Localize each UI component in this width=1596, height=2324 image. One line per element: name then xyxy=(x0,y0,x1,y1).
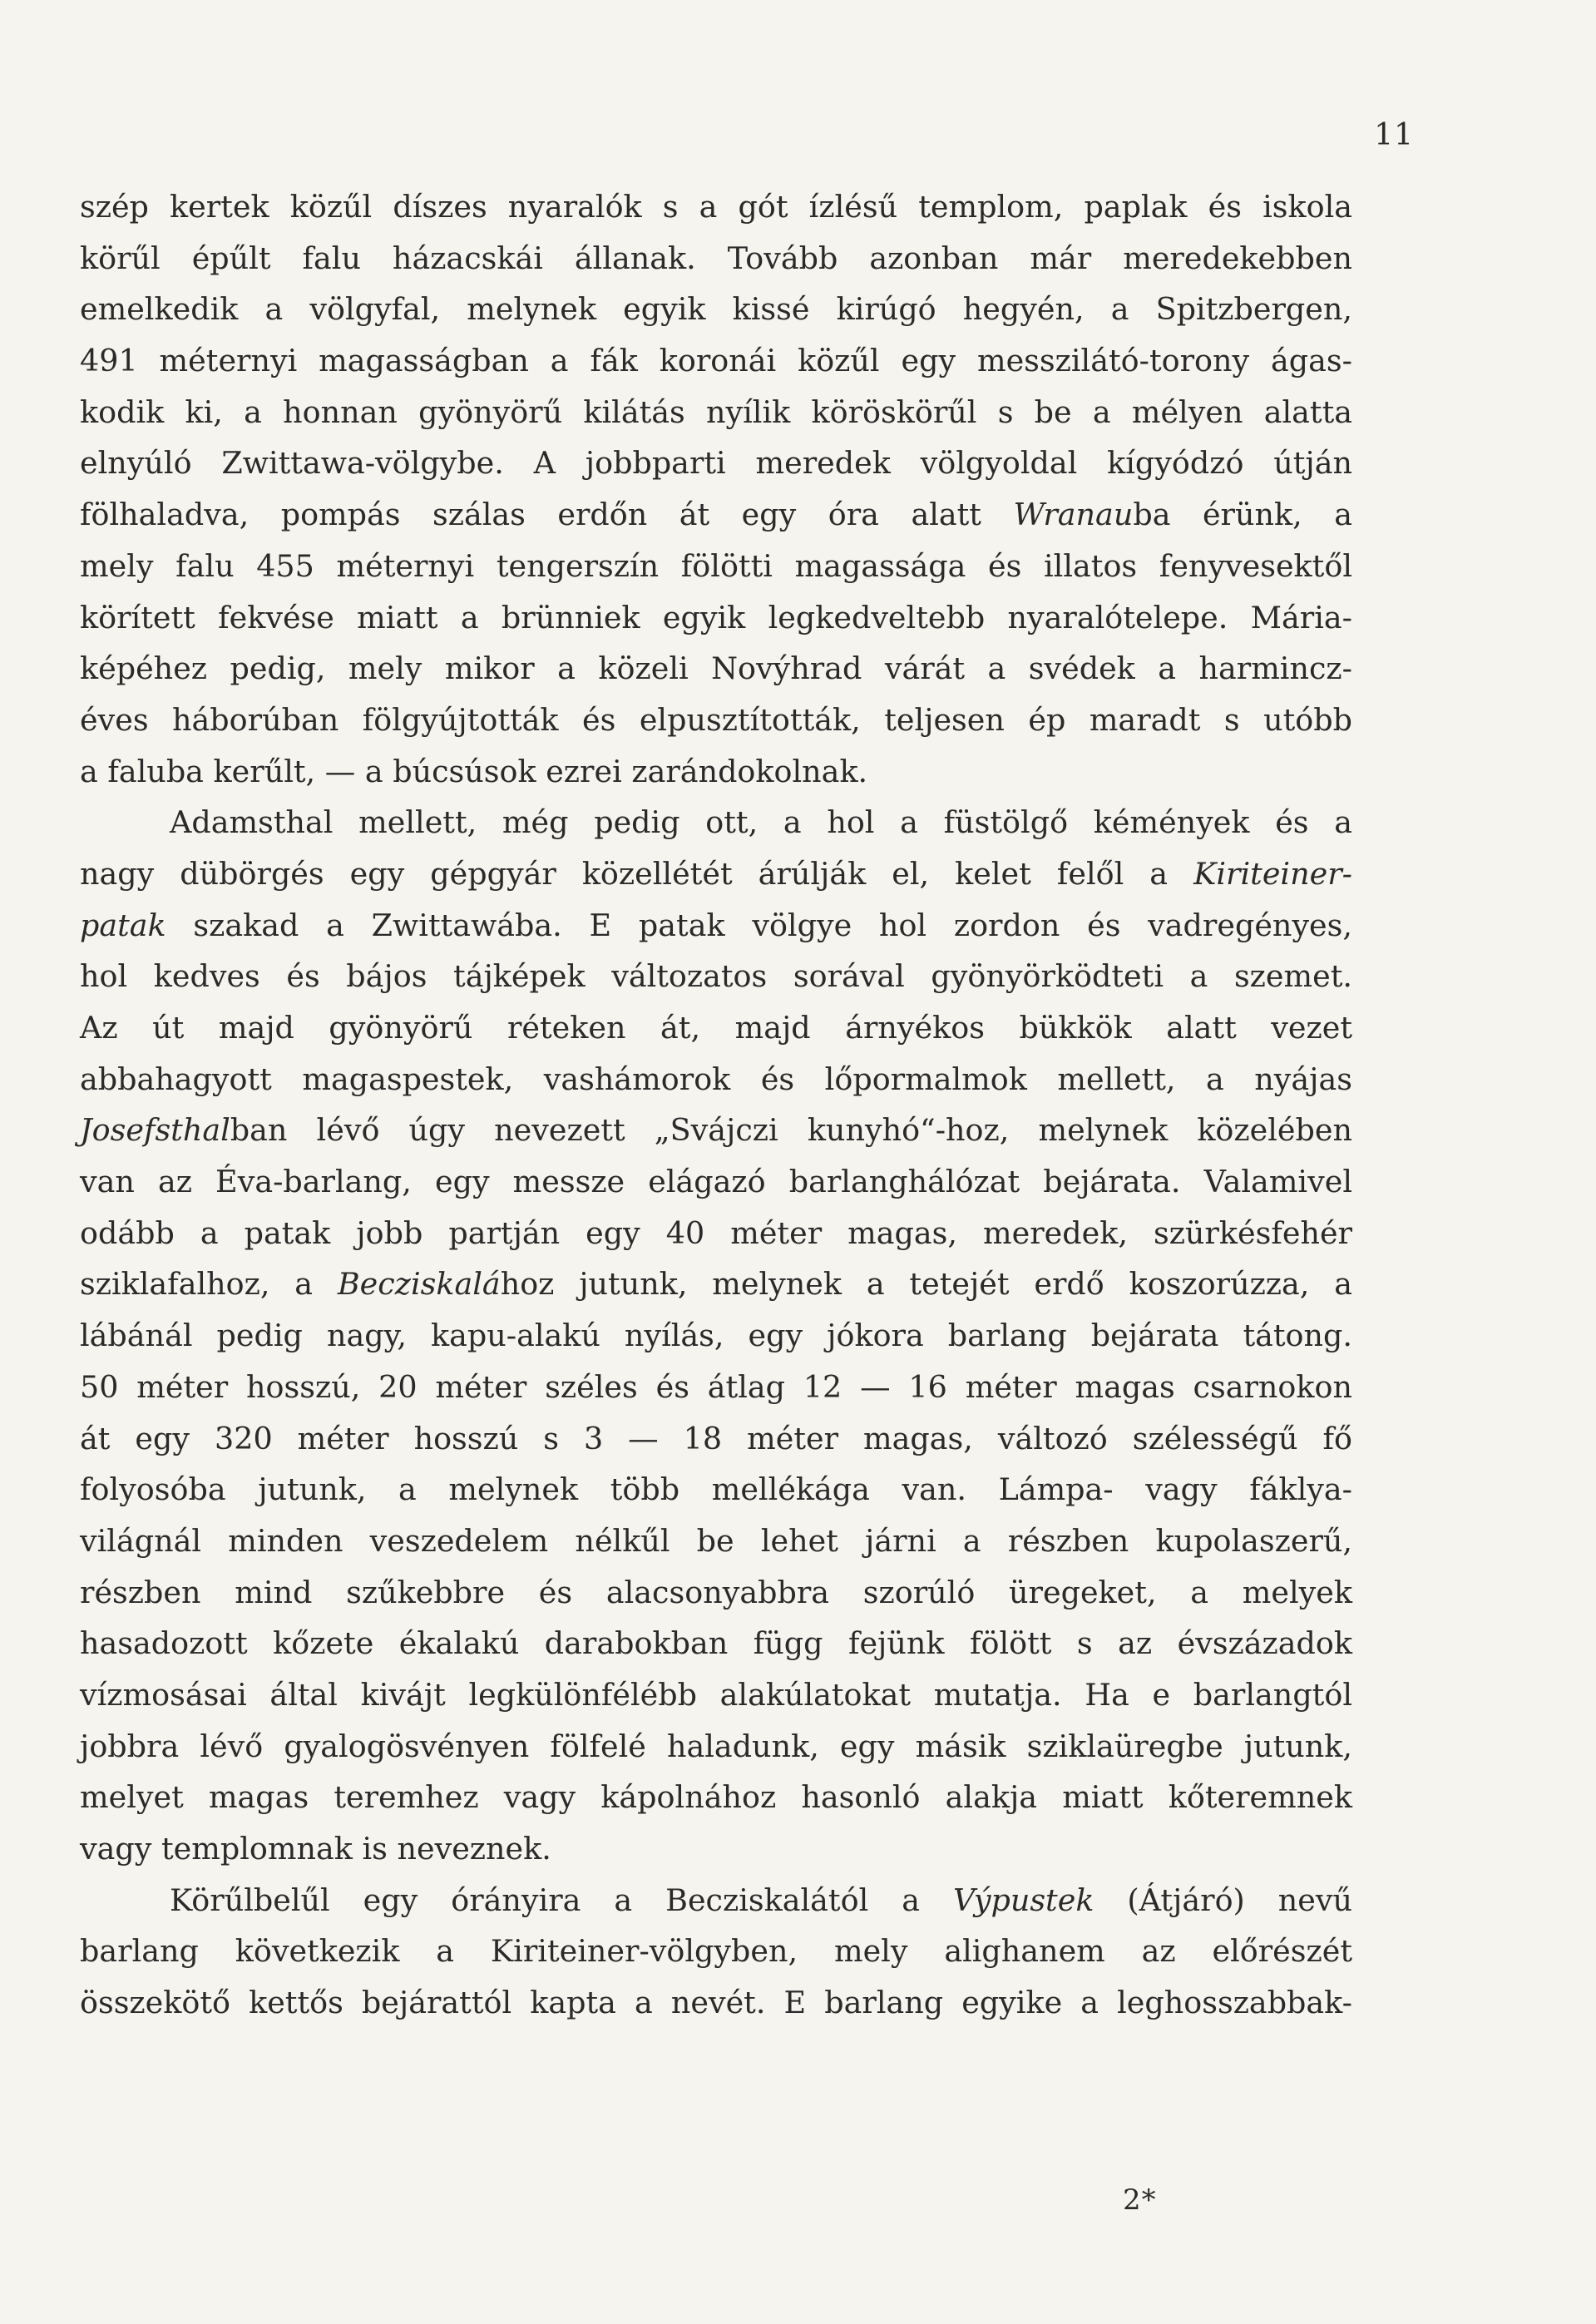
text-line xyxy=(80,1977,1352,2029)
text-segment: ban lévő úgy nevezett „Svájczi kunyhó“-hoz, melynek közelében xyxy=(230,1112,1352,1149)
text-line xyxy=(80,335,1352,387)
text-line xyxy=(80,951,1352,1002)
text-segment: Az út majd gyönyörű réteken át, majd árnyékos bükkök alatt vezet xyxy=(80,1010,1352,1046)
text-segment: odább a patak jobb partján egy 40 méter magas, meredek, szürkésfehér xyxy=(80,1214,1352,1251)
text-segment: képéhez pedig, mely mikor a közeli Novýhrad várát a svédek a harmincz- xyxy=(80,650,1352,687)
text-segment: vízmosásai által kivájt legkülönfélébb alakúlatokat mutatja. Ha e barlangtól xyxy=(80,1676,1352,1713)
text-segment: fölhaladva, pompás szálas erdőn át egy óra alatt xyxy=(80,497,1014,533)
text-segment: barlang következik a Kiriteiner-völgyben, mely alighanem az előrészét xyxy=(80,1933,1352,1970)
text-segment: Adamsthal mellett, még pedig ott, a hol a füstölgő kémények és a xyxy=(170,804,1352,841)
text-segment: elnyúló Zwittawa-völgybe. A jobbparti meredek völgyoldal kígyódzó útján xyxy=(80,445,1352,482)
body-text xyxy=(80,181,1352,2029)
text-segment: van az Éva-barlang, egy messze elágazó barlanghálózat bejárata. Valamivel xyxy=(80,1164,1352,1200)
text-line xyxy=(80,1105,1352,1156)
text-line xyxy=(80,797,1352,848)
text-line xyxy=(80,284,1352,335)
text-segment: világnál minden veszedelem nélkűl be lehet járni a részben kupolaszerű, xyxy=(80,1522,1352,1559)
text-segment: melyet magas teremhez vagy kápolnához hasonló alakja miatt kőteremnek xyxy=(80,1779,1352,1816)
text-segment: 50 méter hosszú, 20 méter széles és átlag 12 — 16 méter magas csarnokon xyxy=(80,1368,1352,1405)
text-segment: emelkedik a völgyfal, melynek egyik kissé kirúgó hegyén, a Spitzbergen, xyxy=(80,291,1352,328)
text-line xyxy=(80,1875,1352,1926)
text-segment: éves háborúban fölgyújtották és elpusztították, teljesen ép maradt s utóbb xyxy=(80,701,1352,738)
text-line xyxy=(80,1310,1352,1362)
text-line xyxy=(80,746,1352,798)
text-line xyxy=(80,438,1352,489)
text-segment: mely falu 455 méternyi tengerszín fölötti magassága és illatos fenyvesektől xyxy=(80,547,1352,584)
text-line xyxy=(80,387,1352,438)
text-line xyxy=(80,1926,1352,1977)
text-line xyxy=(80,1156,1352,1208)
text-line xyxy=(80,900,1352,952)
text-line xyxy=(80,1258,1352,1310)
text-segment: lábánál pedig nagy, kapu-alakú nyílás, egy jókora barlang bejárata tátong. xyxy=(80,1318,1352,1354)
text-line xyxy=(80,1721,1352,1773)
text-line xyxy=(80,233,1352,284)
italic-text: Wranau xyxy=(1013,497,1134,533)
text-line xyxy=(80,1823,1352,1875)
text-line xyxy=(80,541,1352,592)
text-segment: hoz jutunk, melynek a tetejét erdő koszorúzza, a xyxy=(500,1266,1352,1303)
text-segment: a faluba kerűlt, — a búcsúsok ezrei zarándokolnak. xyxy=(80,753,868,789)
text-line xyxy=(80,1362,1352,1413)
page-number: 11 xyxy=(1374,118,1414,152)
text-line xyxy=(80,1208,1352,1259)
text-line xyxy=(80,1567,1352,1619)
text-line xyxy=(80,1772,1352,1823)
text-line xyxy=(80,848,1352,900)
text-line xyxy=(80,1669,1352,1721)
italic-text: Kiriteiner- xyxy=(1193,855,1352,892)
text-line xyxy=(80,695,1352,746)
text-segment: összekötő kettős bejárattól kapta a nevét. E barlang egyike a leghosszabbak- xyxy=(80,1985,1352,2021)
text-segment: körített fekvése miatt a brünniek egyik legkedveltebb nyaralótelepe. Mária- xyxy=(80,599,1352,635)
text-segment: szép kertek közűl díszes nyaralók s a gót ízlésű templom, paplak és iskola xyxy=(80,189,1352,225)
text-line xyxy=(80,1516,1352,1567)
text-line xyxy=(80,1618,1352,1669)
text-segment: 491 méternyi magasságban a fák koronái közűl egy messzilátó-torony ágas- xyxy=(80,343,1352,379)
text-segment: jobbra lévő gyalogösvényen fölfelé haladunk, egy másik sziklaüregbe jutunk, xyxy=(80,1728,1352,1764)
text-line xyxy=(80,181,1352,233)
text-line xyxy=(80,643,1352,695)
text-segment: hol kedves és bájos tájképek változatos sorával gyönyörködteti a szemet. xyxy=(80,958,1352,995)
italic-text: Josefsthal xyxy=(80,1112,230,1149)
text-segment: hasadozott kőzete ékalakú darabokban függ fejünk fölött s az évszázadok xyxy=(80,1625,1352,1662)
text-line xyxy=(80,1413,1352,1465)
text-segment: (Átjáró) nevű xyxy=(1094,1881,1352,1918)
text-segment: részben mind szűkebbre és alacsonyabbra szorúló üregeket, a melyek xyxy=(80,1574,1352,1610)
italic-text: patak xyxy=(80,907,166,943)
text-line xyxy=(80,1464,1352,1516)
text-line xyxy=(80,1054,1352,1105)
italic-text: Becziskalá xyxy=(337,1266,501,1303)
text-line xyxy=(80,592,1352,644)
text-line xyxy=(80,489,1352,541)
text-segment: Körűlbelűl egy órányira a Becziskalától a xyxy=(170,1881,953,1918)
text-segment: sziklafalhoz, a xyxy=(80,1266,338,1303)
italic-text: Výpustek xyxy=(952,1881,1094,1918)
text-segment: abbahagyott magaspestek, vashámorok és lőpormalmok mellett, a nyájas xyxy=(80,1061,1352,1097)
sheet-signature: 2* xyxy=(1123,2183,1157,2217)
text-segment: nagy dübörgés egy gépgyár közellétét árúlják el, kelet felől a xyxy=(80,855,1194,892)
text-segment: szakad a Zwittawába. E patak völgye hol zordon és vadregényes, xyxy=(166,907,1352,943)
text-segment: kodik ki, a honnan gyönyörű kilátás nyílik köröskörűl s be a mélyen alatta xyxy=(80,393,1352,430)
text-segment: vagy templomnak is neveznek. xyxy=(80,1831,551,1867)
text-line xyxy=(80,1002,1352,1054)
text-segment: ba érünk, a xyxy=(1133,497,1352,533)
text-segment: körűl épűlt falu házacskái állanak. Tovább azonban már meredekebben xyxy=(80,240,1352,276)
text-segment: át egy 320 méter hosszú s 3 — 18 méter magas, változó szélességű fő xyxy=(80,1420,1352,1456)
text-segment: folyosóba jutunk, a melynek több mellékága van. Lámpa- vagy fáklya- xyxy=(80,1471,1352,1508)
